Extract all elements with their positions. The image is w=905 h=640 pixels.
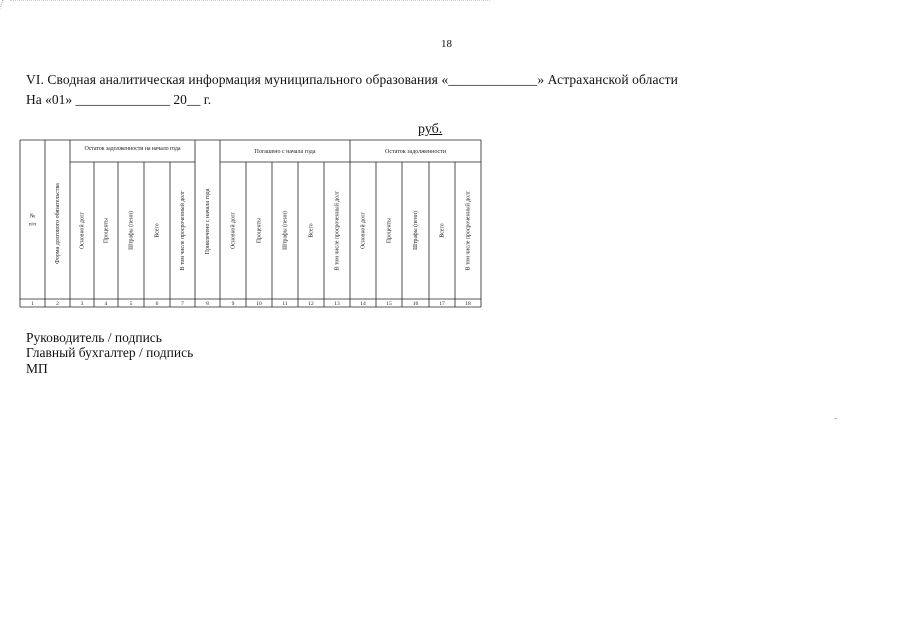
column-number-14: 14: [360, 301, 366, 308]
column-number-5: 5: [129, 301, 133, 308]
subheader-start-5: В том числе просроченный долг: [179, 190, 186, 271]
column-number-13: 13: [334, 301, 340, 308]
subheader-repaid-5: В том числе просроченный долг: [334, 190, 341, 271]
column-number-12: 12: [308, 301, 314, 308]
accountant-signature: Главный бухгалтер / подпись: [26, 345, 194, 360]
page-number: 18: [441, 38, 452, 50]
column-number-15: 15: [386, 301, 392, 308]
column-number-7: 7: [181, 301, 184, 308]
column-number-6: 6: [155, 301, 159, 308]
subheader-end-2: Проценты: [386, 217, 393, 244]
head-signature: Руководитель / подпись: [26, 330, 162, 345]
column-number-9: 9: [231, 301, 235, 308]
column-number-4: 4: [104, 301, 108, 308]
subheader-start-4: Всего: [154, 223, 161, 238]
header-group-repaid: Погашено с начала года: [254, 149, 316, 155]
seal-label: МП: [26, 361, 48, 376]
subheader-end-5: В том числе просроченный долг: [465, 190, 472, 271]
subheader-repaid-3: Штрафы (пени): [282, 211, 289, 250]
column-number-18: 18: [465, 301, 471, 308]
subheader-start-1: Основной долг: [79, 211, 86, 250]
header-group-end: Остаток задолженности: [385, 149, 446, 155]
header-num-sub: п/п: [28, 221, 37, 228]
column-number-16: 16: [412, 301, 419, 308]
column-number-3: 3: [80, 301, 84, 308]
subheader-repaid-4: Всего: [308, 223, 315, 238]
subheader-repaid-1: Основной долг: [230, 211, 237, 250]
column-number-17: 17: [439, 301, 445, 308]
header-num: №: [29, 213, 36, 220]
subheader-end-1: Основной долг: [360, 211, 367, 250]
column-number-10: 10: [256, 301, 262, 308]
document-title: VI. Сводная аналитическая информация муниципального образования «_____________» Астраханской области: [26, 72, 679, 87]
subheader-end-3: Штрафы (пени): [412, 211, 419, 250]
subheader-start-3: Штрафы (пени): [128, 211, 135, 250]
currency-unit: руб.: [418, 122, 443, 137]
header-group-start: Остаток задолженности на начало года: [84, 146, 181, 152]
column-number-8: 8: [206, 301, 209, 308]
subheader-end-4: Всего: [439, 223, 446, 238]
subheader-start-2: Проценты: [103, 217, 110, 244]
column-number-1: 1: [31, 301, 34, 308]
header-debt-form: Форма долгового обязательства: [54, 183, 61, 264]
column-number-11: 11: [282, 301, 288, 308]
date-line: На «01» ______________ 20__ г.: [26, 92, 212, 107]
subheader-repaid-2: Проценты: [256, 217, 263, 244]
column-number-2: 2: [56, 301, 59, 308]
header-attracted: Привлечено с начала года: [204, 188, 211, 255]
